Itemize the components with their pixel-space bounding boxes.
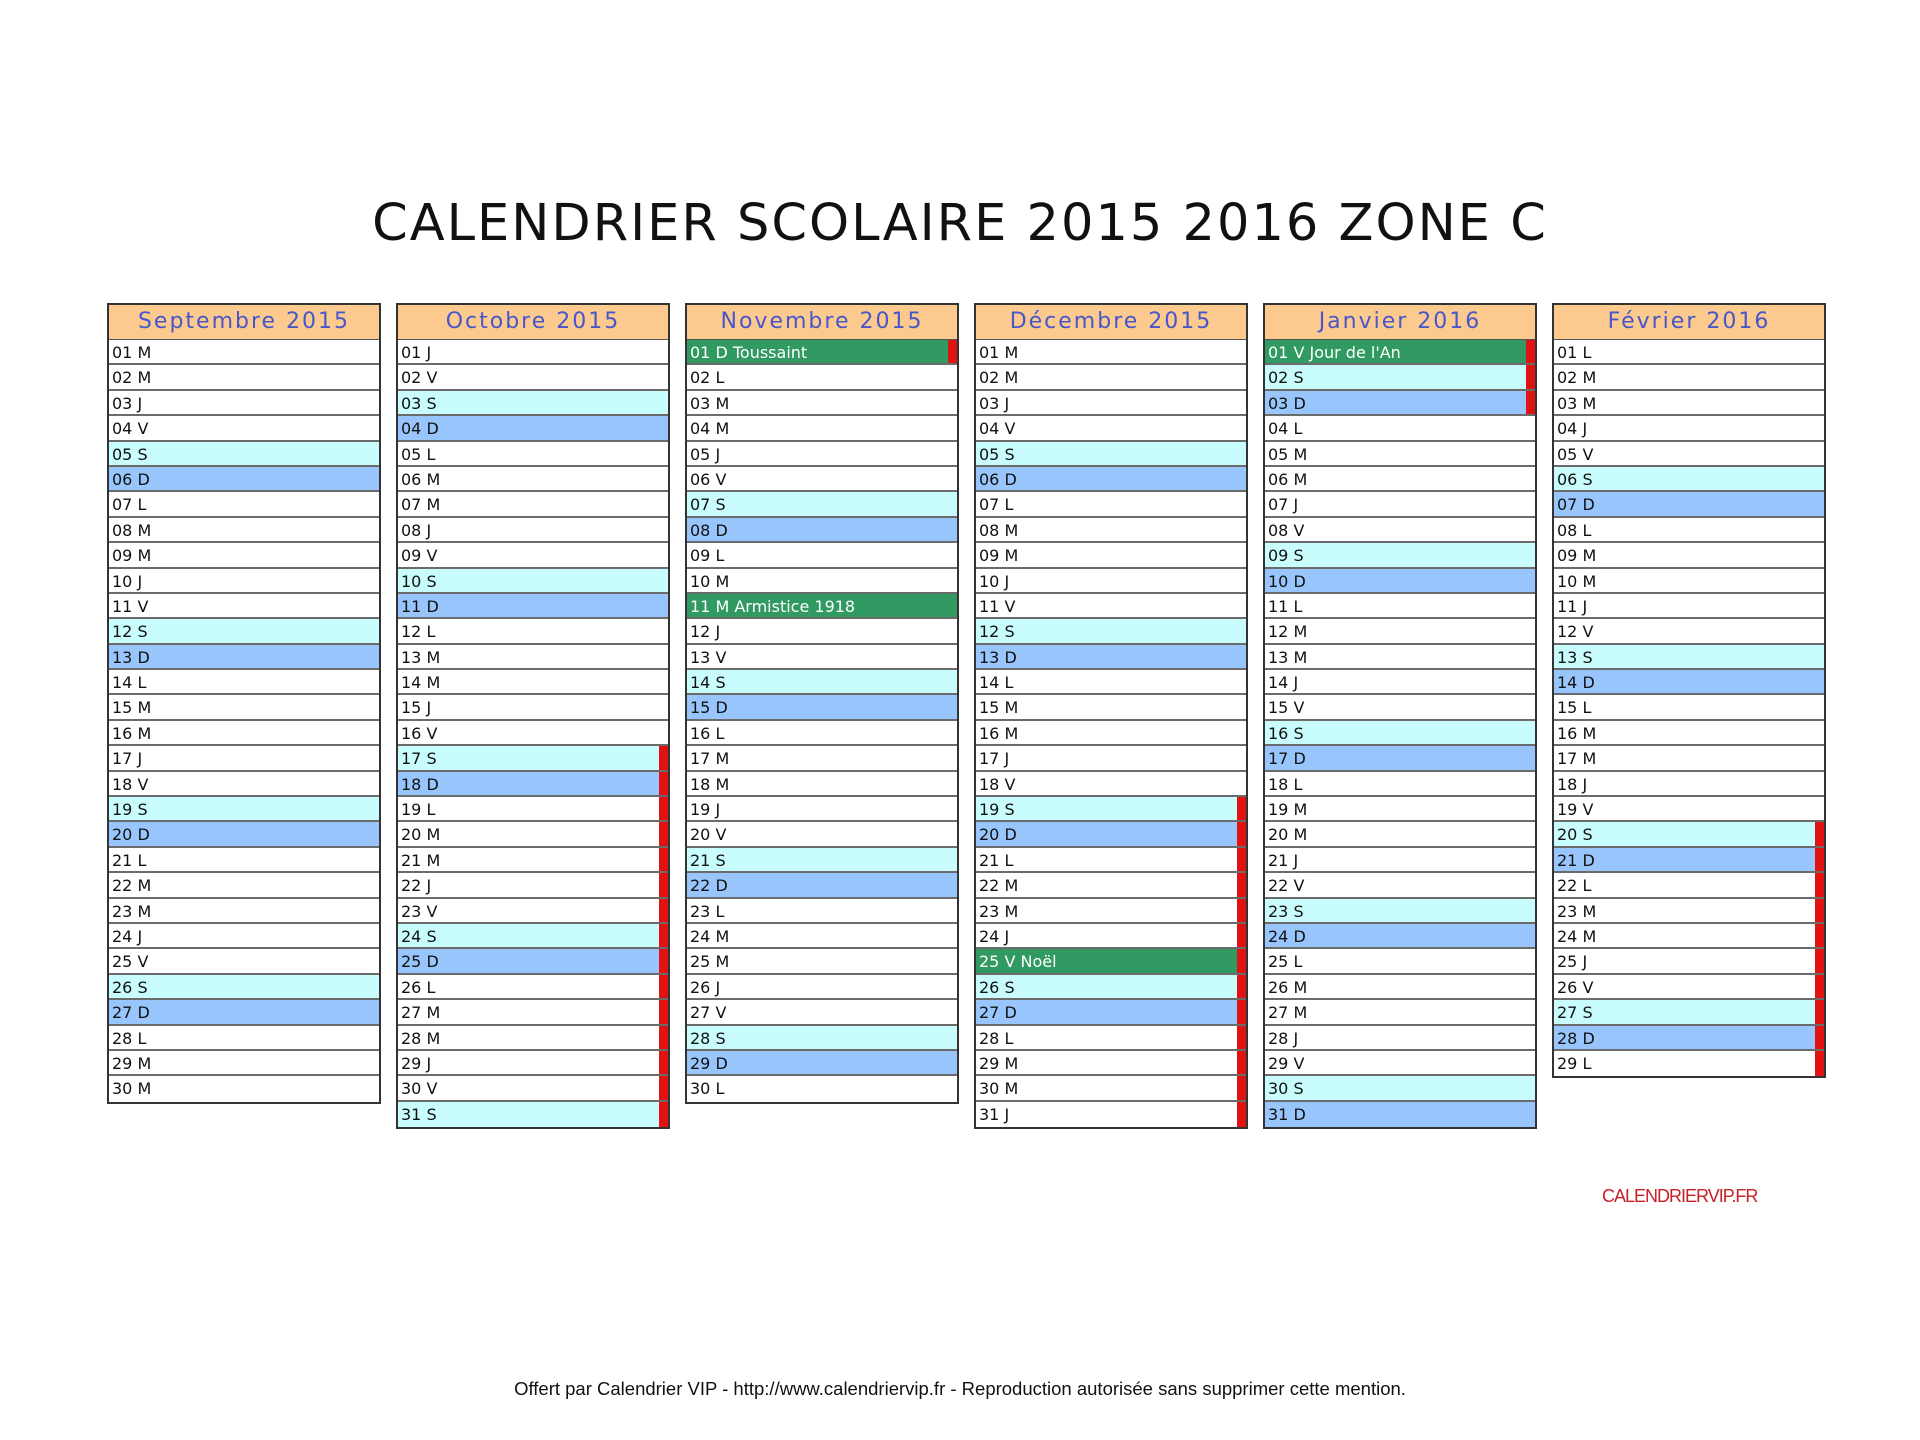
month-header: Octobre 2015: [398, 305, 668, 340]
day-row: 09 S: [1265, 543, 1535, 568]
day-row: 21 D: [1554, 848, 1824, 873]
day-row: 26 S: [976, 975, 1246, 1000]
day-row: 05 M: [1265, 442, 1535, 467]
day-row: 07 S: [687, 492, 957, 517]
day-row: 25 J: [1554, 949, 1824, 974]
month-header: Décembre 2015: [976, 305, 1246, 340]
day-row: 20 M: [1265, 822, 1535, 847]
day-row: 14 J: [1265, 670, 1535, 695]
day-row: 08 L: [1554, 518, 1824, 543]
day-row: 27 V: [687, 1000, 957, 1025]
day-row: 15 M: [109, 695, 379, 720]
day-row: 21 J: [1265, 848, 1535, 873]
day-row: 22 L: [1554, 873, 1824, 898]
day-row: 15 J: [398, 695, 668, 720]
day-row: 01 V Jour de l'An: [1265, 340, 1535, 365]
day-row: 05 J: [687, 442, 957, 467]
day-row: 22 J: [398, 873, 668, 898]
day-row: 28 D: [1554, 1026, 1824, 1051]
day-row: 07 D: [1554, 492, 1824, 517]
month-column: [974, 303, 1248, 1129]
day-row: 12 S: [976, 619, 1246, 644]
day-row: 13 M: [398, 645, 668, 670]
day-row: 31 D: [1265, 1102, 1535, 1127]
day-row: 11 V: [109, 594, 379, 619]
day-row: 01 L: [1554, 340, 1824, 365]
day-row: 10 S: [398, 569, 668, 594]
day-row: 04 V: [109, 416, 379, 441]
day-row: 21 L: [109, 848, 379, 873]
day-row: 06 S: [1554, 467, 1824, 492]
day-row: 06 V: [687, 467, 957, 492]
day-row: 25 V: [109, 949, 379, 974]
day-row: 04 D: [398, 416, 668, 441]
day-row: 05 S: [976, 442, 1246, 467]
day-row: 26 M: [1265, 975, 1535, 1000]
day-row: 24 S: [398, 924, 668, 949]
day-row: 13 S: [1554, 645, 1824, 670]
day-row: 29 V: [1265, 1051, 1535, 1076]
day-row: 31 J: [976, 1102, 1246, 1127]
day-row: 03 J: [109, 391, 379, 416]
day-row: 08 M: [109, 518, 379, 543]
day-row: 19 S: [109, 797, 379, 822]
day-row: 09 V: [398, 543, 668, 568]
day-row: 28 S: [687, 1026, 957, 1051]
day-row: 14 D: [1554, 670, 1824, 695]
day-row: 24 J: [976, 924, 1246, 949]
day-row: 17 S: [398, 746, 668, 771]
day-row: 30 M: [976, 1076, 1246, 1101]
day-row: 13 D: [976, 645, 1246, 670]
day-row: 22 M: [109, 873, 379, 898]
day-row: 09 M: [976, 543, 1246, 568]
day-row: 20 D: [976, 822, 1246, 847]
day-row: 23 M: [109, 899, 379, 924]
day-row: 24 M: [687, 924, 957, 949]
day-row: 23 M: [976, 899, 1246, 924]
day-row: 09 M: [1554, 543, 1824, 568]
day-row: 23 S: [1265, 899, 1535, 924]
day-row: 20 S: [1554, 822, 1824, 847]
day-row: 05 L: [398, 442, 668, 467]
day-row: 04 L: [1265, 416, 1535, 441]
day-row: 17 J: [976, 746, 1246, 771]
day-row: 03 J: [976, 391, 1246, 416]
day-row: 22 V: [1265, 873, 1535, 898]
day-row: 01 J: [398, 340, 668, 365]
day-row: 12 M: [1265, 619, 1535, 644]
day-row: 26 S: [109, 975, 379, 1000]
day-row: 11 L: [1265, 594, 1535, 619]
day-row: 17 J: [109, 746, 379, 771]
day-row: 01 M: [109, 340, 379, 365]
day-row: 02 L: [687, 365, 957, 390]
day-row: 19 S: [976, 797, 1246, 822]
day-row: 12 S: [109, 619, 379, 644]
day-row: 01 M: [976, 340, 1246, 365]
day-row: 19 V: [1554, 797, 1824, 822]
day-row: 24 M: [1554, 924, 1824, 949]
day-row: 06 D: [976, 467, 1246, 492]
day-row: 28 L: [976, 1026, 1246, 1051]
day-row: 15 L: [1554, 695, 1824, 720]
day-row: 15 D: [687, 695, 957, 720]
day-row: 26 V: [1554, 975, 1824, 1000]
day-row: 24 J: [109, 924, 379, 949]
day-row: 02 M: [1554, 365, 1824, 390]
month-column: [396, 303, 670, 1129]
day-row: 16 L: [687, 721, 957, 746]
page-title: CALENDRIER SCOLAIRE 2015 2016 ZONE C: [372, 194, 1548, 253]
day-row: 29 L: [1554, 1051, 1824, 1076]
day-row: 23 L: [687, 899, 957, 924]
day-row: 15 V: [1265, 695, 1535, 720]
day-row: 30 M: [112, 1079, 152, 1099]
month-header: Janvier 2016: [1265, 305, 1535, 340]
day-row: 11 M Armistice 1918: [687, 594, 957, 619]
day-row: 21 M: [398, 848, 668, 873]
day-row: 20 V: [687, 822, 957, 847]
day-row: 17 M: [687, 746, 957, 771]
day-row: 12 L: [398, 619, 668, 644]
day-row: 23 V: [398, 899, 668, 924]
day-row: 28 M: [398, 1026, 668, 1051]
day-row: 02 V: [398, 365, 668, 390]
day-row: 18 M: [687, 772, 957, 797]
month-column: [107, 303, 381, 1104]
day-row: 22 D: [687, 873, 957, 898]
day-row: 03 D: [1265, 391, 1535, 416]
day-row: 09 L: [687, 543, 957, 568]
day-row: 11 J: [1554, 594, 1824, 619]
day-row: 23 M: [1554, 899, 1824, 924]
day-row: 27 M: [398, 1000, 668, 1025]
day-row: 31 S: [398, 1102, 668, 1127]
day-row: 27 M: [1265, 1000, 1535, 1025]
month-header: Septembre 2015: [109, 305, 379, 340]
day-row: 27 D: [976, 1000, 1246, 1025]
day-row: 22 M: [976, 873, 1246, 898]
month-header: Février 2016: [1554, 305, 1824, 340]
day-row: 06 M: [1265, 467, 1535, 492]
day-row: 04 M: [687, 416, 957, 441]
day-row: 07 L: [109, 492, 379, 517]
day-row: 03 M: [1554, 391, 1824, 416]
day-row: 27 D: [109, 1000, 379, 1025]
day-row: 07 M: [398, 492, 668, 517]
month-header: Novembre 2015: [687, 305, 957, 340]
month-column: [685, 303, 959, 1104]
day-row: 16 M: [1554, 721, 1824, 746]
day-row: 20 M: [398, 822, 668, 847]
day-row: 18 D: [398, 772, 668, 797]
day-row: 02 S: [1265, 365, 1535, 390]
day-row: 18 V: [976, 772, 1246, 797]
day-row: 05 V: [1554, 442, 1824, 467]
day-row: 13 M: [1265, 645, 1535, 670]
month-column: [1263, 303, 1537, 1129]
day-row: 29 M: [109, 1051, 379, 1076]
footer-note: Offert par Calendrier VIP - http://www.calendriervip.fr - Reproduction autorisée sans supprimer cette mention.: [514, 1378, 1406, 1399]
day-row: 03 M: [687, 391, 957, 416]
day-row: 08 V: [1265, 518, 1535, 543]
day-row: 02 M: [976, 365, 1246, 390]
day-row: 10 M: [1554, 569, 1824, 594]
day-row: 12 J: [687, 619, 957, 644]
day-row: 25 L: [1265, 949, 1535, 974]
day-row: 16 V: [398, 721, 668, 746]
day-row: 30 S: [1265, 1076, 1535, 1101]
day-row: 17 M: [1554, 746, 1824, 771]
day-row: 13 V: [687, 645, 957, 670]
day-row: 08 D: [687, 518, 957, 543]
day-row: 11 V: [976, 594, 1246, 619]
day-row: 30 V: [398, 1076, 668, 1101]
day-row: 04 V: [976, 416, 1246, 441]
day-row: 25 M: [687, 949, 957, 974]
day-row: 10 D: [1265, 569, 1535, 594]
day-row: 29 D: [687, 1051, 957, 1076]
day-row: 15 M: [976, 695, 1246, 720]
day-row: 18 J: [1554, 772, 1824, 797]
day-row: 05 S: [109, 442, 379, 467]
day-row: 10 M: [687, 569, 957, 594]
day-row: 25 D: [398, 949, 668, 974]
day-row: 09 M: [109, 543, 379, 568]
day-row: 07 J: [1265, 492, 1535, 517]
day-row: 01 D Toussaint: [687, 340, 957, 365]
day-row: 10 J: [109, 569, 379, 594]
month-column: [1552, 303, 1826, 1078]
day-row: 02 M: [109, 365, 379, 390]
day-row: 13 D: [109, 645, 379, 670]
day-row: 28 J: [1265, 1026, 1535, 1051]
day-row: 08 M: [976, 518, 1246, 543]
day-row: 14 L: [976, 670, 1246, 695]
day-row: 20 D: [109, 822, 379, 847]
day-row: 28 L: [109, 1026, 379, 1051]
day-row: 19 M: [1265, 797, 1535, 822]
day-row: 16 S: [1265, 721, 1535, 746]
day-row: 14 S: [687, 670, 957, 695]
day-row: 08 J: [398, 518, 668, 543]
day-row: 26 J: [687, 975, 957, 1000]
day-row: 19 J: [687, 797, 957, 822]
day-row: 16 M: [976, 721, 1246, 746]
day-row: 07 L: [976, 492, 1246, 517]
day-row: 26 L: [398, 975, 668, 1000]
day-row: 29 M: [976, 1051, 1246, 1076]
day-row: 04 J: [1554, 416, 1824, 441]
day-row: 11 D: [398, 594, 668, 619]
day-row: 06 D: [109, 467, 379, 492]
day-row: 14 L: [109, 670, 379, 695]
day-row: 19 L: [398, 797, 668, 822]
day-row: 18 L: [1265, 772, 1535, 797]
day-row: 17 D: [1265, 746, 1535, 771]
day-row: 16 M: [109, 721, 379, 746]
day-row: 06 M: [398, 467, 668, 492]
day-row: 03 S: [398, 391, 668, 416]
brand-logo-text: CALENDRIERVIP.FR: [1602, 1186, 1758, 1206]
day-row: 27 S: [1554, 1000, 1824, 1025]
day-row: 21 L: [976, 848, 1246, 873]
day-row: 25 V Noël: [976, 949, 1246, 974]
day-row: 29 J: [398, 1051, 668, 1076]
day-row: 24 D: [1265, 924, 1535, 949]
day-row: 18 V: [109, 772, 379, 797]
day-row: 21 S: [687, 848, 957, 873]
day-row: 12 V: [1554, 619, 1824, 644]
day-row: 14 M: [398, 670, 668, 695]
day-row: 30 L: [690, 1079, 725, 1099]
day-row: 10 J: [976, 569, 1246, 594]
